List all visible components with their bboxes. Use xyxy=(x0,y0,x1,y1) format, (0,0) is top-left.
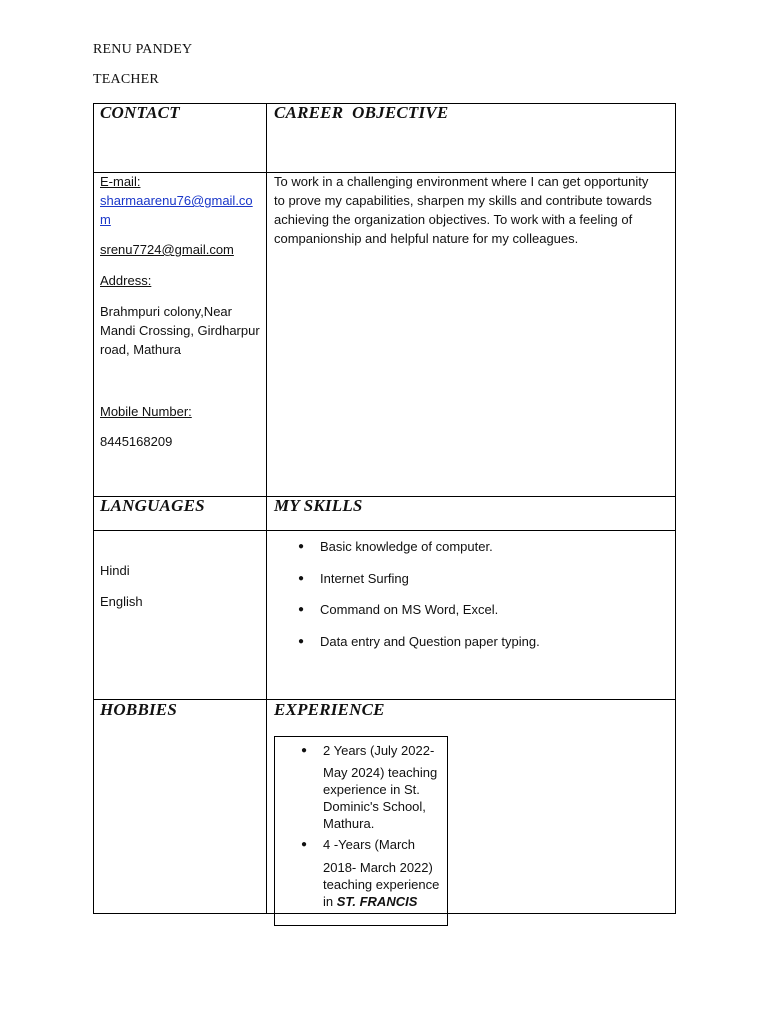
experience-2-line-prefix: in xyxy=(323,894,337,909)
languages-heading: LANGUAGES xyxy=(100,496,205,515)
email-label: E-mail: xyxy=(100,174,141,189)
school-name: ST. FRANCIS xyxy=(336,894,418,909)
experience-2-line: teaching experience xyxy=(323,877,440,892)
contact-heading: CONTACT xyxy=(100,103,180,122)
skill-item: ● Command on MS Word, Excel. xyxy=(274,600,540,632)
row-divider-3 xyxy=(93,530,676,531)
experience-1-line: experience in St. xyxy=(323,782,420,797)
skills-list xyxy=(274,537,540,663)
experience-1-line: May 2024) teaching xyxy=(323,765,438,780)
experience-2-line: 2018- March 2022) xyxy=(323,860,433,875)
career-objective-line-1: To work in a challenging environment where I can get opportunity xyxy=(274,174,649,189)
email-link-primary[interactable] xyxy=(100,191,260,229)
mobile-number: 8445168209 xyxy=(100,434,173,449)
experience-1-line: Dominic's School, xyxy=(323,799,426,814)
experience-item-2 xyxy=(323,836,443,910)
experience-box xyxy=(274,736,448,926)
language-item: English xyxy=(100,594,143,609)
my-skills-heading: MY SKILLS xyxy=(274,496,363,515)
address-line-1: Brahmpuri colony,Near xyxy=(100,304,232,319)
email-secondary: srenu7724@gmail.com xyxy=(100,242,234,257)
career-objective-line-3: achieving the organization objectives. To work with a feeling of xyxy=(274,212,633,227)
bullet-icon: ● xyxy=(301,745,308,756)
mobile-label: Mobile Number: xyxy=(100,404,192,419)
skill-item: ● Basic knowledge of computer. xyxy=(274,537,540,569)
address-label: Address: xyxy=(100,273,152,288)
email-line-2: m xyxy=(100,212,111,227)
skill-item: ● Data entry and Question paper typing. xyxy=(274,632,540,664)
career-objective-line-4: companionship and helpful nature for my colleagues. xyxy=(274,231,579,246)
experience-1-line: 2 Years (July 2022- xyxy=(323,743,435,758)
candidate-role: TEACHER xyxy=(93,72,159,87)
candidate-name: RENU PANDEY xyxy=(93,42,193,57)
address-line-2: Mandi Crossing, Girdharpur xyxy=(100,323,260,338)
career-objective-heading: CAREER OBJECTIVE xyxy=(274,103,449,122)
email-line-1: sharmaarenu76@gmail.co xyxy=(100,193,253,208)
experience-heading: EXPERIENCE xyxy=(274,700,385,719)
experience-item-1 xyxy=(323,742,443,832)
career-objective-line-2: to prove my capabilities, sharpen my skills and contribute towards xyxy=(274,193,652,208)
skill-item: ● Internet Surfing xyxy=(274,569,540,601)
experience-2-line: 4 -Years (March xyxy=(323,837,415,852)
address-line-3: road, Mathura xyxy=(100,342,181,357)
bullet-icon: ● xyxy=(301,839,308,850)
column-divider xyxy=(266,103,267,914)
experience-1-line: Mathura. xyxy=(323,816,375,831)
hobbies-heading: HOBBIES xyxy=(100,700,177,719)
language-item: Hindi xyxy=(100,563,130,578)
